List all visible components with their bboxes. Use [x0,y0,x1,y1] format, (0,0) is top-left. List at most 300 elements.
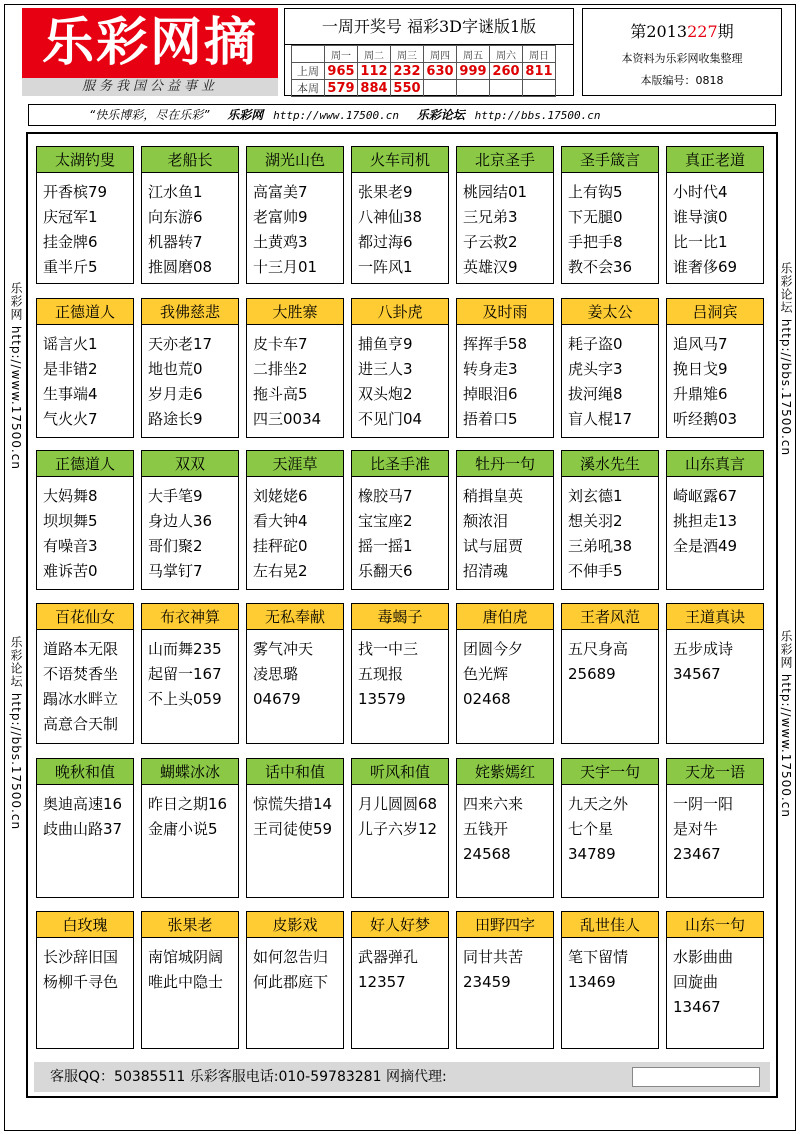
card-line: 34567 [673,665,721,683]
card-title: 太湖钓叟 [37,147,133,173]
card-line: 24568 [463,845,511,863]
card-line: 乐翻天6 [358,562,413,580]
card-line: 全是酒49 [673,537,738,555]
this-week-label: 本周 [292,80,325,97]
card-title: 白玫瑰 [37,912,133,938]
card-title: 姜太公 [562,299,658,325]
card-line: 捂着口5 [463,410,518,428]
card-line: 听经鹅03 [673,410,738,428]
card-line: 一阵风1 [358,258,413,276]
card-line: 八神仙38 [358,208,423,226]
card-line: 昨日之期16 [148,795,228,813]
card-line: 笔下留情 [568,948,629,966]
card-line: 身边人36 [148,512,213,530]
card-line: 水影曲曲 [673,948,734,966]
side-text-left-top: 乐彩网 http://www.17500.cn [9,282,23,470]
riddle-card [456,146,554,284]
card-line: 有噪音3 [43,537,98,555]
card-line: 儿子六岁12 [358,820,438,838]
card-body [142,630,238,712]
card-line: 向东游6 [148,208,203,226]
card-line: 进三人3 [358,360,413,378]
card-title: 听风和值 [352,759,448,785]
card-line: 色光辉 [463,665,509,683]
card-title: 正德道人 [37,299,133,325]
card-line: 路途长9 [148,410,203,428]
riddle-card [666,603,764,744]
riddle-card [36,146,134,284]
forum-url[interactable]: http://bbs.17500.cn [474,109,601,122]
riddle-card [351,603,449,744]
card-body [142,938,238,995]
card-title: 双双 [142,451,238,477]
draw-number: 884 [358,80,391,97]
riddle-card [246,146,344,284]
card-line: 追风马7 [673,335,728,353]
card-line: 张果老9 [358,183,413,201]
card-body [457,325,553,432]
card-line: 挂秤砣0 [253,537,308,555]
card-body [667,938,763,1020]
card-line: 庆冠军1 [43,208,98,226]
card-line: 天亦老17 [148,335,213,353]
card-body [37,173,133,280]
card-line: 皮卡车7 [253,335,308,353]
draw-number-empty [424,80,457,97]
card-line: 雾气冲天 [253,640,314,658]
card-line: 桃园结01 [463,183,528,201]
card-line: 谣言火1 [43,335,98,353]
card-line: 四来六来 [463,795,524,813]
card-title: 圣手箴言 [562,147,658,173]
card-title: 王者风范 [562,604,658,630]
card-line: 武器弹孔 [358,948,419,966]
riddle-card [561,911,659,1049]
card-line: 金庸小说5 [148,820,218,838]
card-body [667,630,763,687]
card-line: 山而舞235 [148,640,222,658]
card-line: 掉眼泪6 [463,385,518,403]
card-body [562,785,658,867]
card-line: 江水鱼1 [148,183,203,201]
card-line: 英雄汉9 [463,258,518,276]
card-line: 重半斤5 [43,258,98,276]
card-body [247,938,343,995]
card-line: 手把手8 [568,233,623,251]
card-body [457,785,553,867]
card-line: 不见门04 [358,410,423,428]
card-line: 奥迪高速16 [43,795,123,813]
card-line: 04679 [253,690,301,708]
draw-number: 999 [457,63,490,80]
day-header: 周三 [391,46,424,63]
riddle-card [351,146,449,284]
card-title: 无私奉献 [247,604,343,630]
riddle-card [351,450,449,590]
riddle-card [666,450,764,590]
card-line: 拖斗高5 [253,385,308,403]
card-line: 挥挥手58 [463,335,528,353]
riddle-card [561,603,659,744]
slogan: 服务我国公益事业 [22,78,278,96]
card-line: 教不会36 [568,258,633,276]
riddle-card [351,298,449,438]
card-line: 是对牛 [673,820,719,838]
footer-bar [34,1062,770,1092]
card-line: 23459 [463,973,511,991]
card-line: 不伸手5 [568,562,623,580]
card-title: 唐伯虎 [457,604,553,630]
card-line: 南馆城阴阔 [148,948,224,966]
card-line: 土黄鸡3 [253,233,308,251]
riddle-card [141,911,239,1049]
card-body [667,477,763,559]
issue-number: 第2013227期 [630,22,734,41]
card-line: 不语焚香坐 [43,665,119,683]
card-line: 找一中三 [358,640,419,658]
draw-number: 965 [325,63,358,80]
card-line: 岁月走6 [148,385,203,403]
riddle-card [246,450,344,590]
riddle-card [666,146,764,284]
card-line: 挽日戈9 [673,360,728,378]
card-line: 如何忽告归 [253,948,329,966]
riddle-card [666,758,764,898]
card-line: 宝宝座2 [358,512,413,530]
card-title: 乱世佳人 [562,912,658,938]
card-line: 起留一167 [148,665,222,683]
riddle-card [36,603,134,744]
draw-panel [284,8,574,96]
forum-name: 乐彩论坛 [416,108,465,122]
card-line: 都过海6 [358,233,413,251]
card-line: 招清魂 [463,562,509,580]
card-line: 四三0034 [253,410,322,428]
card-line: 十三月01 [253,258,318,276]
card-line: 何此郡庭下 [253,973,329,991]
card-line: 老富帅9 [253,208,308,226]
card-line: 回旋曲 [673,973,719,991]
card-line: 橡胶马7 [358,487,413,505]
riddle-card [36,298,134,438]
card-title: 吕洞宾 [667,299,763,325]
card-title: 蝴蝶冰冰 [142,759,238,785]
card-body [352,173,448,280]
card-body [37,477,133,584]
riddle-card [246,758,344,898]
card-line: 五现报 [358,665,404,683]
card-line: 难诉苦0 [43,562,98,580]
card-line: 推圆磨08 [148,258,213,276]
card-body [247,477,343,584]
card-line: 同甘共苦 [463,948,524,966]
card-line: 凌思璐 [253,665,299,683]
card-body [352,325,448,432]
card-line: 看大钟4 [253,512,308,530]
card-title: 布衣神算 [142,604,238,630]
card-line: 34789 [568,845,616,863]
card-title: 田野四字 [457,912,553,938]
card-line: 三兄弟3 [463,208,518,226]
card-line: 上有钩5 [568,183,623,201]
card-line: 生事端4 [43,385,98,403]
card-line: 颒浓泪 [463,512,509,530]
card-title: 话中和值 [247,759,343,785]
card-title: 山东真言 [667,451,763,477]
card-title: 天龙一语 [667,759,763,785]
draw-number: 232 [391,63,424,80]
side-text-right-top: 乐彩论坛 http://bbs.17500.cn [779,262,793,457]
card-title: 张果老 [142,912,238,938]
card-line: 崎岖露67 [673,487,738,505]
card-line: 开香槟79 [43,183,108,201]
card-title: 湖光山色 [247,147,343,173]
card-title: 皮影戏 [247,912,343,938]
riddle-card [141,298,239,438]
card-body [457,173,553,280]
card-line: 气火火7 [43,410,98,428]
card-title: 天宇一句 [562,759,658,785]
card-line: 02468 [463,690,511,708]
draw-number-empty [457,80,490,97]
card-line: 转身走3 [463,360,518,378]
card-line: 大妈舞8 [43,487,98,505]
card-line: 12357 [358,973,406,991]
card-line: 长沙辞旧国 [43,948,119,966]
card-line: 摇一摇1 [358,537,413,555]
riddle-card [351,911,449,1049]
card-body [37,785,133,842]
promo-bar [28,104,776,126]
card-body [37,938,133,995]
card-title: 火车司机 [352,147,448,173]
draw-number: 579 [325,80,358,97]
card-title: 真正老道 [667,147,763,173]
card-line: 惊慌失措14 [253,795,333,813]
card-body [667,325,763,432]
card-line: 杨柳千寻色 [43,973,119,991]
card-body [352,630,448,712]
card-line: 王司徒使59 [253,820,333,838]
card-title: 天涯草 [247,451,343,477]
day-header: 周四 [424,46,457,63]
riddle-card [246,298,344,438]
riddle-card [561,758,659,898]
card-title: 牡丹一句 [457,451,553,477]
day-header: 周日 [523,46,556,63]
card-line: 升鼎雉6 [673,385,728,403]
card-line: 25689 [568,665,616,683]
card-line: 歧曲山路37 [43,820,123,838]
card-body [562,938,658,995]
card-body [37,630,133,737]
card-title: 好人好梦 [352,912,448,938]
card-line: 刘玄德1 [568,487,623,505]
riddle-card [666,298,764,438]
card-line: 高意合天制 [43,715,119,733]
card-line: 团圆今夕 [463,640,524,658]
draw-number-empty [523,80,556,97]
riddle-card [561,298,659,438]
card-body [37,325,133,432]
card-line: 地也荒0 [148,360,203,378]
card-body [352,938,448,995]
card-body [562,325,658,432]
card-body [562,173,658,280]
riddle-card [456,450,554,590]
card-title: 八卦虎 [352,299,448,325]
card-line: 是非错2 [43,360,98,378]
card-title: 晚秋和值 [37,759,133,785]
card-line: 盲人棍17 [568,410,633,428]
card-body [247,173,343,280]
card-line: 子云救2 [463,233,518,251]
card-line: 三弟吼38 [568,537,633,555]
riddle-card [456,911,554,1049]
riddle-card [141,603,239,744]
card-body [457,938,553,995]
card-line: 马掌钉7 [148,562,203,580]
card-line: 道路本无限 [43,640,119,658]
card-line: 哥们聚2 [148,537,203,555]
card-line: 高富美7 [253,183,308,201]
card-line: 五钱开 [463,820,509,838]
card-line: 挑担走13 [673,512,738,530]
card-line: 五尺身高 [568,640,629,658]
card-title: 及时雨 [457,299,553,325]
card-body [142,785,238,842]
card-line: 谁导演0 [673,208,728,226]
card-title: 山东一句 [667,912,763,938]
draw-number: 630 [424,63,457,80]
table-corner [292,46,325,63]
side-text-right-bottom: 乐彩网 http://www.17500.cn [779,630,793,818]
card-line: 挂金牌6 [43,233,98,251]
card-line: 谁奢侈69 [673,258,738,276]
card-line: 月儿圆圆68 [358,795,438,813]
card-line: 左右晃2 [253,562,308,580]
card-title: 我佛慈悲 [142,299,238,325]
card-title: 正德道人 [37,451,133,477]
card-body [142,477,238,584]
riddle-card [456,758,554,898]
card-body [142,325,238,432]
riddle-card [141,450,239,590]
card-title: 北京圣手 [457,147,553,173]
draw-panel-title: 一周开奖号 福彩3D字谜版1版 [285,9,573,45]
card-line: 13469 [568,973,616,991]
draw-number-empty [490,80,523,97]
riddle-card [246,603,344,744]
site-name: 乐彩网 [227,108,264,122]
card-body [352,477,448,584]
riddle-card [351,758,449,898]
card-line: 23467 [673,845,721,863]
riddle-card [561,146,659,284]
agent-input-box [632,1067,760,1087]
promo-slogan: “快乐博彩，尽在乐彩” [89,108,210,122]
card-line: 二排坐2 [253,360,308,378]
card-body [142,173,238,280]
card-line: 大手笔9 [148,487,203,505]
card-body [247,325,343,432]
card-line: 小时代4 [673,183,728,201]
card-line: 13579 [358,690,406,708]
card-title: 王道真诀 [667,604,763,630]
side-text-left-bottom: 乐彩论坛 http://bbs.17500.cn [9,636,23,831]
day-header: 周五 [457,46,490,63]
card-title: 比圣手准 [352,451,448,477]
riddle-card [141,758,239,898]
logo: 乐彩网摘 [22,8,278,78]
riddle-card [36,450,134,590]
card-body [247,785,343,842]
card-line: 唯此中隐士 [148,973,224,991]
card-line: 比一比1 [673,233,728,251]
card-body [457,630,553,712]
card-body [457,477,553,584]
card-title: 老船长 [142,147,238,173]
draw-number: 811 [523,63,556,80]
card-body [667,785,763,867]
site-url[interactable]: http://www.17500.cn [273,109,399,122]
card-line: 坝坝舞5 [43,512,98,530]
day-header: 周六 [490,46,523,63]
card-line: 稍揖皇英 [463,487,524,505]
card-line: 五步成诗 [673,640,734,658]
card-line: 不上头059 [148,690,222,708]
card-line: 13467 [673,998,721,1016]
footer-contact: 客服QQ：50385511 乐彩客服电话:010-59783281 网摘代理: [50,1069,447,1085]
edit-number: 本版编号：0818 [640,74,724,87]
draw-number: 112 [358,63,391,80]
riddle-card [456,298,554,438]
issue-panel [582,8,782,96]
riddle-card [561,450,659,590]
card-body [667,173,763,280]
draw-number: 260 [490,63,523,80]
card-title: 溪水先生 [562,451,658,477]
card-line: 双头炮2 [358,385,413,403]
card-body [352,785,448,842]
draw-table [291,45,556,97]
card-line: 试与屈贾 [463,537,524,555]
card-title: 百花仙女 [37,604,133,630]
riddle-card [456,603,554,744]
card-body [562,630,658,687]
card-line: 蹋冰水畔立 [43,690,119,708]
draw-number: 550 [391,80,424,97]
card-line: 捕鱼亨9 [358,335,413,353]
riddle-grid-frame [26,132,778,1098]
card-line: 下无腿0 [568,208,623,226]
day-header: 周一 [325,46,358,63]
riddle-card [36,911,134,1049]
card-body [562,477,658,584]
card-line: 九天之外 [568,795,629,813]
card-line: 七个星 [568,820,614,838]
card-line: 拔河绳8 [568,385,623,403]
card-line: 机器转7 [148,233,203,251]
card-title: 毒蝎子 [352,604,448,630]
riddle-card [141,146,239,284]
riddle-card [666,911,764,1049]
collect-note: 本资料为乐彩网收集整理 [621,52,743,65]
card-body [247,630,343,712]
card-line: 耗子盗0 [568,335,623,353]
card-title: 姹紫嫣红 [457,759,553,785]
card-line: 虎头字3 [568,360,623,378]
